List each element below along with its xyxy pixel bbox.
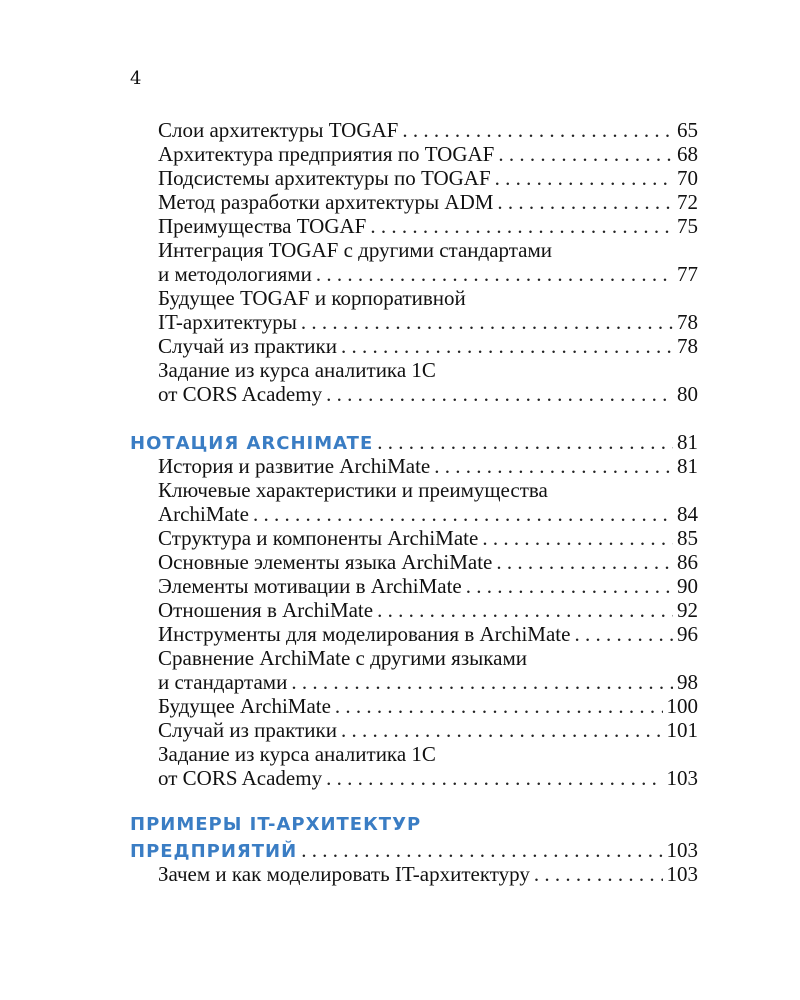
toc-entry[interactable] — [158, 718, 698, 742]
toc-entry-title: Элементы мотивации в ArchiMate — [158, 574, 462, 598]
toc-leader-dots — [498, 142, 673, 167]
toc-entry-page: 81 — [677, 454, 698, 478]
toc-entry-line1[interactable] — [158, 646, 698, 670]
toc-entry[interactable] — [158, 214, 698, 238]
toc-leader-dots — [496, 550, 673, 575]
toc-entry-title: Случай из практики — [158, 718, 337, 742]
toc-entry-page: 84 — [677, 502, 698, 526]
toc-section-page: 103 — [666, 838, 698, 862]
toc-leader-dots — [326, 766, 662, 791]
toc-entry[interactable] — [158, 334, 698, 358]
toc-entry-title: Структура и компоненты ArchiMate — [158, 526, 479, 550]
toc-entry-title: Архитектура предприятия по TOGAF — [158, 142, 495, 166]
toc-entry-title: и методологиями — [158, 262, 312, 286]
toc-entry[interactable] — [158, 310, 698, 334]
toc-leader-dots — [253, 502, 673, 527]
toc-entry-title: от CORS Academy — [158, 766, 323, 790]
toc-entry[interactable] — [158, 166, 698, 190]
toc-entry-page: 65 — [677, 118, 698, 142]
toc-entry-line1[interactable] — [158, 238, 698, 262]
toc-leader-dots — [301, 310, 673, 335]
toc-entry-title: Зачем и как моделировать IT-архитектуру — [158, 862, 530, 886]
toc-entry[interactable] — [158, 766, 698, 790]
spacer — [0, 790, 800, 814]
toc-entry-line1[interactable] — [158, 358, 698, 382]
toc-leader-dots — [497, 190, 673, 215]
toc-entry-title-line1: Будущее TOGAF и корпоративной — [158, 286, 466, 310]
toc-leader-dots — [574, 622, 673, 647]
toc-entry[interactable] — [158, 502, 698, 526]
toc-entry-title-line1: Задание из курса аналитика 1С — [158, 358, 436, 382]
toc-entry-page: 96 — [677, 622, 698, 646]
toc-leader-dots — [301, 838, 662, 863]
toc-entry[interactable] — [158, 622, 698, 646]
toc-leader-dots — [466, 574, 673, 599]
toc-entry-title-line1: Интеграция TOGAF с другими стандартами — [158, 238, 553, 262]
toc-entry-page: 98 — [677, 670, 698, 694]
toc-entry-title-line1: Ключевые характеристики и преимущества — [158, 478, 548, 502]
toc-entry-page: 103 — [666, 766, 698, 790]
toc-entry-title: История и развитие ArchiMate — [158, 454, 431, 478]
toc-section-title-line1: ПРИМЕРЫ IT-АРХИТЕКТУР — [130, 814, 422, 835]
toc-entry-page: 86 — [677, 550, 698, 574]
toc-entry-title: Слои архитектуры TOGAF — [158, 118, 399, 142]
page-number: 4 — [130, 68, 142, 89]
toc-leader-dots — [434, 454, 673, 479]
toc-entry-title: Основные элементы языка ArchiMate — [158, 550, 493, 574]
toc-entry-title: Преимущества TOGAF — [158, 214, 367, 238]
toc-entry[interactable] — [158, 142, 698, 166]
toc-leader-dots — [291, 670, 673, 695]
toc-entry-title: Отношения в ArchiMate — [158, 598, 374, 622]
toc-entry[interactable] — [158, 550, 698, 574]
toc-entry-page: 75 — [677, 214, 698, 238]
toc-leader-dots — [341, 718, 663, 743]
toc-section-page: 81 — [677, 430, 698, 454]
toc-entry-page: 70 — [677, 166, 698, 190]
toc-entry[interactable] — [158, 694, 698, 718]
toc-entry-title: Метод разработки архитектуры ADM — [158, 190, 494, 214]
toc-entry[interactable] — [158, 382, 698, 406]
toc-entry[interactable] — [158, 670, 698, 694]
table-of-contents — [0, 118, 800, 886]
toc-entry[interactable] — [158, 598, 698, 622]
toc-entry-title: ArchiMate — [158, 502, 249, 526]
toc-entry-page: 68 — [677, 142, 698, 166]
toc-section-examples[interactable] — [130, 838, 698, 862]
toc-entry-line1[interactable] — [158, 286, 698, 310]
toc-entry-page: 72 — [677, 190, 698, 214]
toc-entry-line1[interactable] — [158, 742, 698, 766]
toc-entry[interactable] — [158, 526, 698, 550]
toc-entry[interactable] — [158, 454, 698, 478]
toc-section-archimate[interactable] — [130, 430, 698, 454]
toc-entry-page: 90 — [677, 574, 698, 598]
toc-leader-dots — [402, 118, 673, 143]
toc-leader-dots — [534, 862, 663, 887]
toc-entry-page: 77 — [677, 262, 698, 286]
toc-entry-title: Будущее ArchiMate — [158, 694, 331, 718]
toc-entry-title: IT-архитектуры — [158, 310, 297, 334]
toc-section-title: ПРЕДПРИЯТИЙ — [130, 841, 298, 862]
toc-leader-dots — [482, 526, 673, 551]
toc-leader-dots — [370, 214, 673, 239]
toc-entry[interactable] — [158, 862, 698, 886]
toc-section-title: НОТАЦИЯ ARCHIMATE — [130, 433, 374, 454]
toc-entry-page: 80 — [677, 382, 698, 406]
toc-entry-page: 92 — [677, 598, 698, 622]
toc-entry-title: Инструменты для моделирования в ArchiMate — [158, 622, 571, 646]
toc-section-examples-line1[interactable] — [130, 814, 698, 838]
toc-entry-page: 78 — [677, 310, 698, 334]
toc-entry-title: от CORS Academy — [158, 382, 323, 406]
toc-leader-dots — [326, 382, 673, 407]
toc-entry[interactable] — [158, 118, 698, 142]
toc-entry[interactable] — [158, 574, 698, 598]
toc-entry-title: и стандартами — [158, 670, 288, 694]
toc-entry-page: 78 — [677, 334, 698, 358]
spacer — [0, 406, 800, 430]
toc-entry-title: Подсистемы архитектуры по TOGAF — [158, 166, 491, 190]
toc-entry[interactable] — [158, 190, 698, 214]
toc-leader-dots — [335, 694, 663, 719]
toc-entry-line1[interactable] — [158, 478, 698, 502]
toc-entry-page: 103 — [666, 862, 698, 886]
toc-leader-dots — [377, 598, 673, 623]
toc-entry-title: Случай из практики — [158, 334, 337, 358]
toc-entry[interactable] — [158, 262, 698, 286]
toc-entry-page: 100 — [666, 694, 698, 718]
toc-leader-dots — [377, 430, 673, 455]
toc-entry-page: 101 — [666, 718, 698, 742]
toc-leader-dots — [495, 166, 673, 191]
toc-leader-dots — [341, 334, 673, 359]
toc-leader-dots — [316, 262, 673, 287]
toc-entry-page: 85 — [677, 526, 698, 550]
toc-entry-title-line1: Сравнение ArchiMate с другими языками — [158, 646, 527, 670]
toc-entry-title-line1: Задание из курса аналитика 1С — [158, 742, 436, 766]
